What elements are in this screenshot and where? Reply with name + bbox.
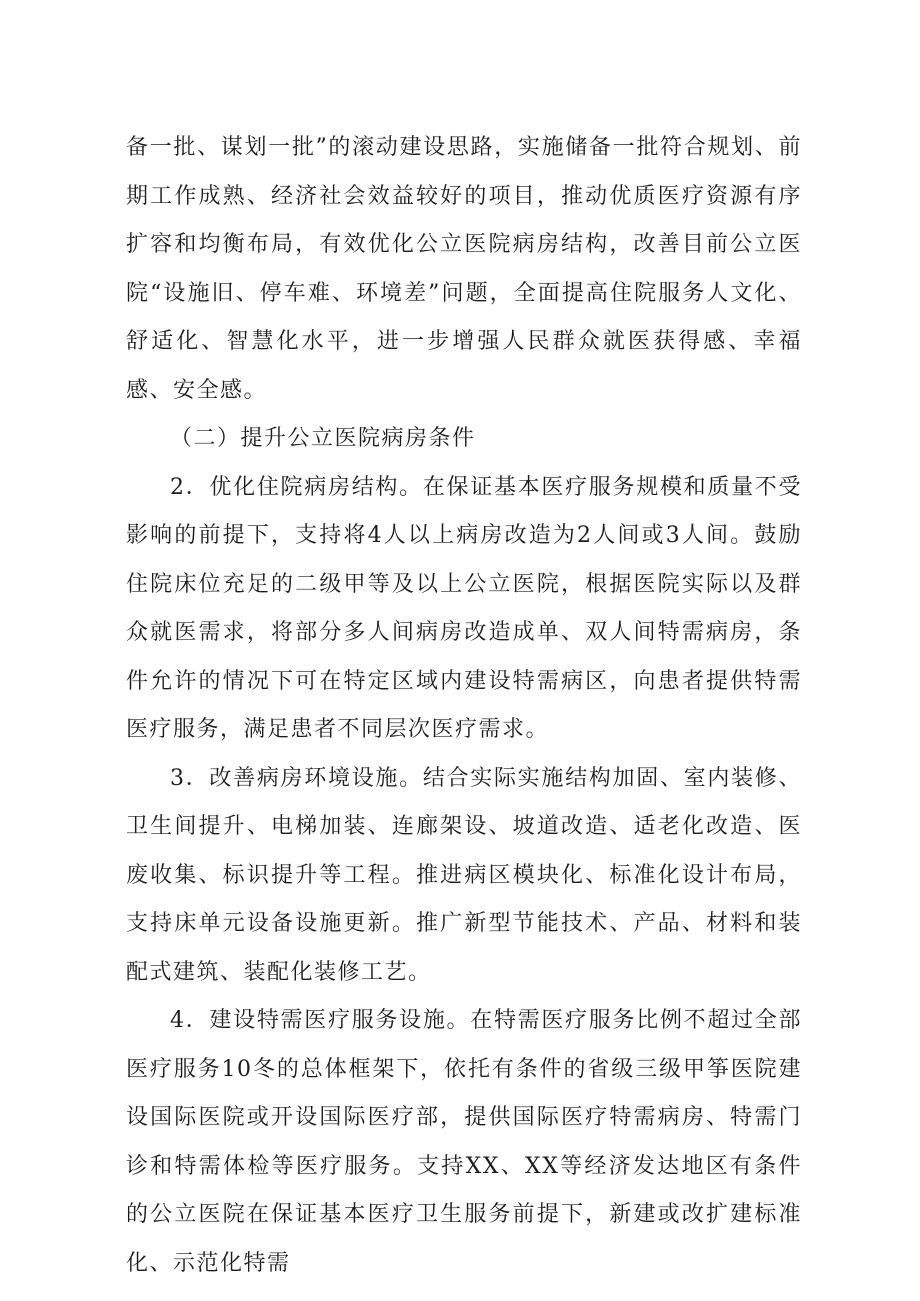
section-heading: （二）提升公立医院病房条件 [170, 426, 476, 451]
document-body [126, 124, 802, 1288]
paragraph-item-3: 3．改善病房环境设施。结合实际实施结构加固、室内装修、卫生间提升、电梯加装、连廊架设、坡道改造、适老化改造、医废收集、标识提升等工程。推进病区模块化、标准化设计布局，支持床单元设备设施更新。推广新型节能技术、产品、材料和装配式建筑、装配化装修工艺。 [126, 765, 802, 985]
paragraph-item-2: 2．优化住院病房结构。在保证基本医疗服务规模和质量不受影响的前提下，支持将4人以上病房改造为2人间或3人间。鼓励住院床位充足的二级甲等及以上公立医院，根据医院实际以及群众就医需求，将部分多人间病房改造成单、双人间特需病房，条件允许的情况下可在特定区域内建设特需病区，向患者提供特需医疗服务，满足患者不同层次医疗需求。 [126, 474, 802, 742]
paragraph-continuation: 备一批、谋划一批”的滚动建设思路，实施储备一批符合规划、前期工作成熟、经济社会效益较好的项目，推动优质医疗资源有序扩容和均衡布局，有效优化公立医院病房结构，改善目前公立医院“设施旧、停车难、环境差”问题，全面提高住院服务人文化、舒适化、智慧化水平，进一步增强人民群众就医获得感、幸福感、安全感。 [126, 135, 802, 403]
paragraph-item-4: 4．建设特需医疗服务设施。在特需医疗服务比例不超过全部医疗服务10冬的总体框架下，依托有条件的省级三级甲筝医院建设国际医院或开设国际医疗部，提供国际医疗特需病房、特需门诊和特需体检等医疗服务。支持XX、XX等经济发达地区有条件的公立医院在保证基本医疗卫生服务前提下，新建或改扩建标准化、示范化特需 [126, 1008, 802, 1276]
